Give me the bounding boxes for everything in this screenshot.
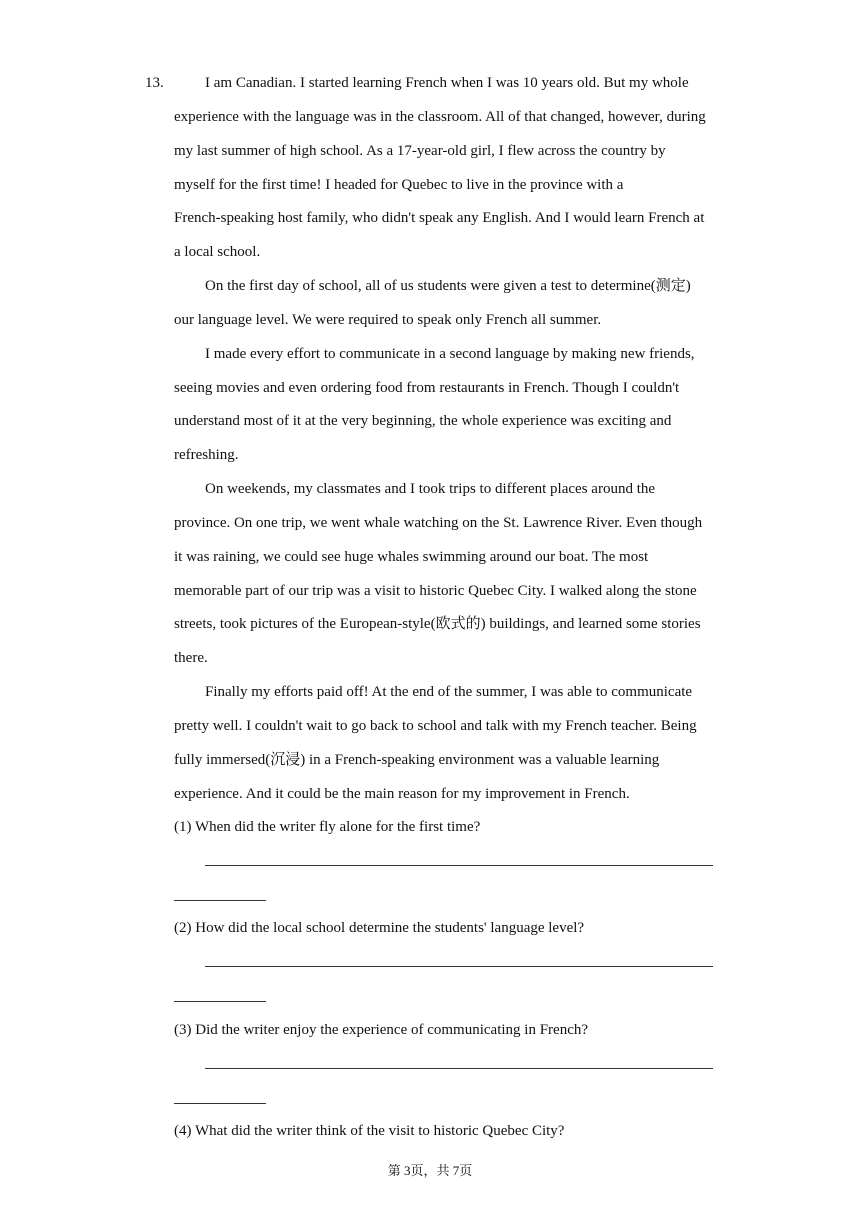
- passage-line: it was raining, we could see huge whales swimming around our boat. The most: [174, 549, 649, 565]
- passage-line: streets, took pictures of the European-style(欧式的) buildings, and learned some stories: [174, 616, 701, 632]
- question-1: (1) When did the writer fly alone for the first time?: [174, 819, 481, 835]
- passage-line: refreshing.: [174, 447, 239, 463]
- passage-line: fully immersed(沉浸) in a French-speaking environment was a valuable learning: [174, 752, 660, 768]
- passage-line: there.: [174, 650, 208, 666]
- page-footer: 第 3页，共 7页: [387, 1163, 473, 1178]
- answer-line-2[interactable]: [205, 966, 713, 967]
- passage-line: our language level. We were required to speak only French all summer.: [174, 312, 602, 328]
- answer-line-1[interactable]: [205, 865, 713, 866]
- passage-line: On weekends, my classmates and I took trips to different places around the: [205, 481, 656, 497]
- passage-line: my last summer of high school. As a 17-year-old girl, I flew across the country by: [174, 143, 666, 159]
- question-number: 13.: [145, 75, 164, 91]
- passage-line: Finally my efforts paid off! At the end of the summer, I was able to communicate: [205, 684, 693, 700]
- answer-line-3-continued[interactable]: [174, 1103, 266, 1104]
- passage-line: province. On one trip, we went whale watching on the St. Lawrence River. Even though: [174, 515, 703, 531]
- answer-line-3[interactable]: [205, 1068, 713, 1069]
- passage-line: seeing movies and even ordering food from restaurants in French. Though I couldn't: [174, 380, 680, 396]
- question-4: (4) What did the writer think of the visit to historic Quebec City?: [174, 1123, 565, 1139]
- passage-line: understand most of it at the very beginning, the whole experience was exciting and: [174, 413, 672, 429]
- passage-line: experience with the language was in the classroom. All of that changed, however, during: [174, 109, 706, 125]
- passage-line: French-speaking host family, who didn't speak any English. And I would learn French at: [174, 210, 705, 226]
- passage-line: I am Canadian. I started learning French when I was 10 years old. But my whole: [205, 75, 689, 91]
- passage-line: pretty well. I couldn't wait to go back to school and talk with my French teacher. Being: [174, 718, 697, 734]
- passage-line: On the first day of school, all of us students were given a test to determine(测定): [205, 278, 691, 294]
- passage-line: memorable part of our trip was a visit to historic Quebec City. I walked along the stone: [174, 583, 697, 599]
- passage-line: myself for the first time! I headed for Quebec to live in the province with a: [174, 177, 624, 193]
- question-2: (2) How did the local school determine the students' language level?: [174, 920, 585, 936]
- passage-line: experience. And it could be the main reason for my improvement in French.: [174, 786, 630, 802]
- question-3: (3) Did the writer enjoy the experience of communicating in French?: [174, 1022, 589, 1038]
- passage-line: a local school.: [174, 244, 261, 260]
- passage-line: I made every effort to communicate in a second language by making new friends,: [205, 346, 695, 362]
- answer-line-2-continued[interactable]: [174, 1001, 266, 1002]
- answer-line-1-continued[interactable]: [174, 900, 266, 901]
